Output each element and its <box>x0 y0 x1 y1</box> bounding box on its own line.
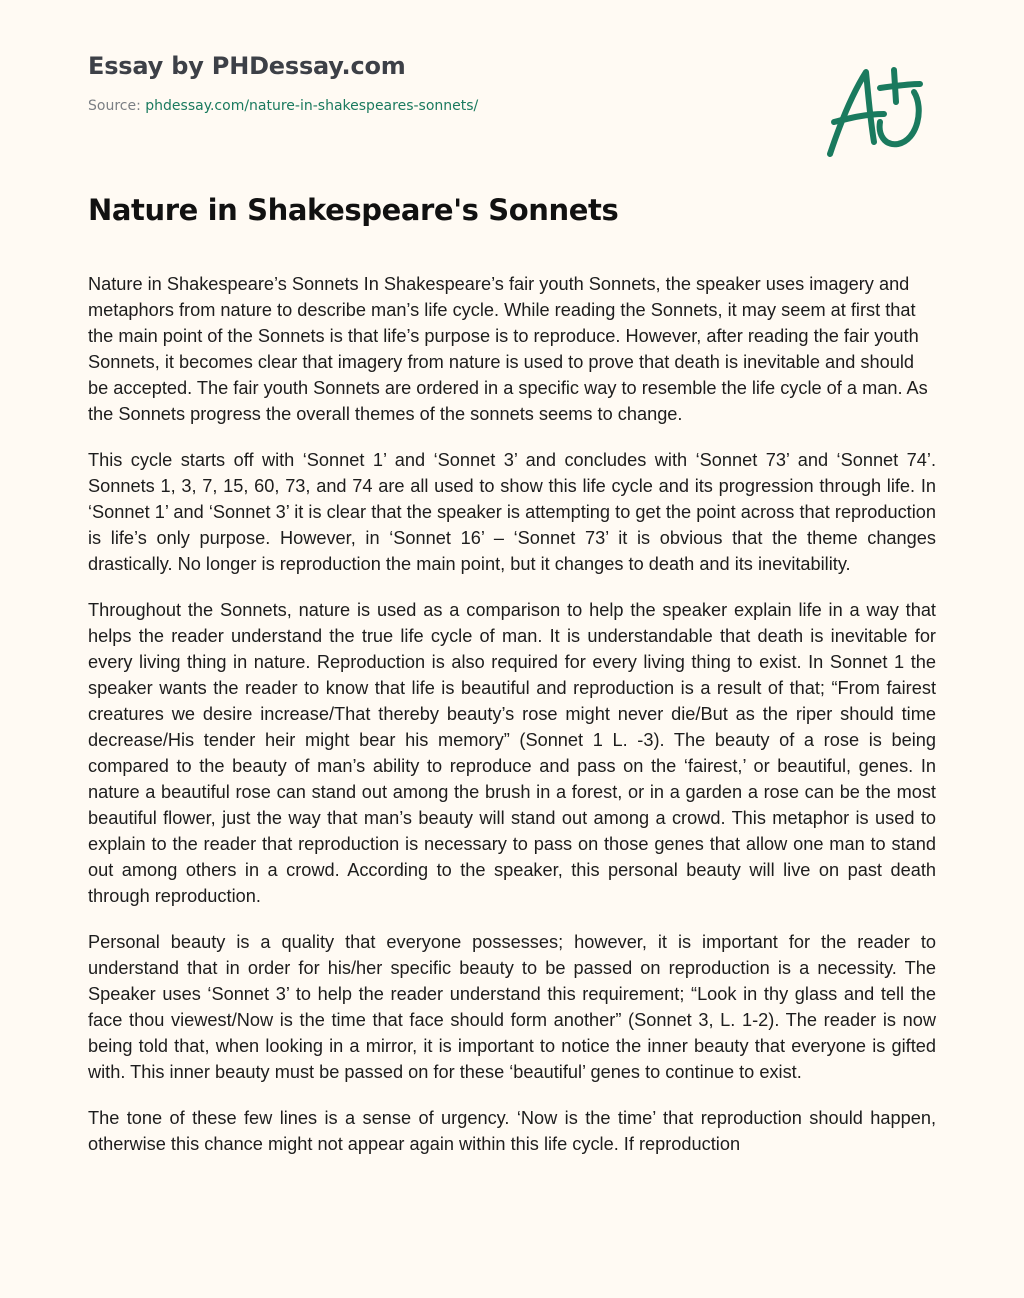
paragraph-1: Nature in Shakespeare’s Sonnets In Shakespeare’s fair youth Sonnets, the speaker uses imagery and metaphors from nature to describe man’s life cycle. While reading the Sonnets, it may seem at first that the main point of the Sonnets is that life’s purpose is to reproduce. However, after reading the fair youth Sonnets, it becomes clear that imagery from nature is used to prove that death is inevitable and should be accepted. The fair youth Sonnets are ordered in a specific way to resemble the life cycle of a man. As the Sonnets progress the overall themes of the sonnets seems to change. <box>88 274 928 424</box>
site-header <box>88 48 788 116</box>
a-plus-grade-icon <box>822 62 932 162</box>
paragraph-2: This cycle starts off with ‘Sonnet 1’ and ‘Sonnet 3’ and concludes with ‘Sonnet 73’ and ‘Sonnet 74’. Sonnets 1, 3, 7, 15, 60, 73, and 74 are all used to show this life cycle and its progression through life. In ‘Sonnet 1’ and ‘Sonnet 3’ it is clear that the speaker is attempting to get the point across that reproduction is life’s only purpose. However, in ‘Sonnet 16’ – ‘Sonnet 73’ it is obvious that the theme changes drastically. No longer is reproduction the main point, but it changes to death and its inevitability. <box>88 450 936 574</box>
paragraph-4: Personal beauty is a quality that everyone possesses; however, it is important for the reader to understand that in order for his/her specific beauty to be passed on reproduction is a necessity. The Speaker uses ‘Sonnet 3’ to help the reader understand this requirement; “Look in thy glass and tell the face thou viewest/Now is the time that face should form another” (Sonnet 3, L. 1-2). The reader is now being told that, when looking in a mirror, it is important to notice the inner beauty that everyone is gifted with. This inner beauty must be passed on for these ‘beautiful’ genes to continue to exist. <box>88 932 936 1082</box>
paragraph-3: Throughout the Sonnets, nature is used as a comparison to help the speaker explain life in a way that helps the reader understand the true life cycle of man. It is understandable that death is inevitable for every living thing in nature. Reproduction is also required for every living thing to exist. In Sonnet 1 the speaker wants the reader to know that life is beautiful and reproduction is a result of that; “From fairest creatures we desire increase/That thereby beauty’s rose might never die/But as the riper should time decrease/His tender heir might bear his memory” (Sonnet 1 L. -3). The beauty of a rose is being compared to the beauty of man’s ability to reproduce and pass on the ‘fairest,’ or beautiful, genes. In nature a beautiful rose can stand out among the brush in a forest, or in a garden a rose can be the most beautiful flower, just the way that man’s beauty will stand out among a crowd. This metaphor is used to explain to the reader that reproduction is necessary to pass on those genes that allow one man to stand out among others in a crowd. According to the speaker, this personal beauty will live on past death through reproduction. <box>88 600 936 906</box>
paragraph-5: The tone of these few lines is a sense of urgency. ‘Now is the time’ that reproduction should happen, otherwise this chance might not appear again within this life cycle. If reproduction <box>88 1108 936 1154</box>
source-line <box>88 96 788 116</box>
source-label: Source: <box>88 98 146 114</box>
document-title: Nature in Shakespeare's Sonnets <box>88 193 619 227</box>
source-link[interactable]: phdessay.com/nature-in-shakespeares-sonnets/ <box>145 98 479 114</box>
brand-title: Essay by PHDessay.com <box>88 52 406 80</box>
essay-body <box>88 271 936 1177</box>
